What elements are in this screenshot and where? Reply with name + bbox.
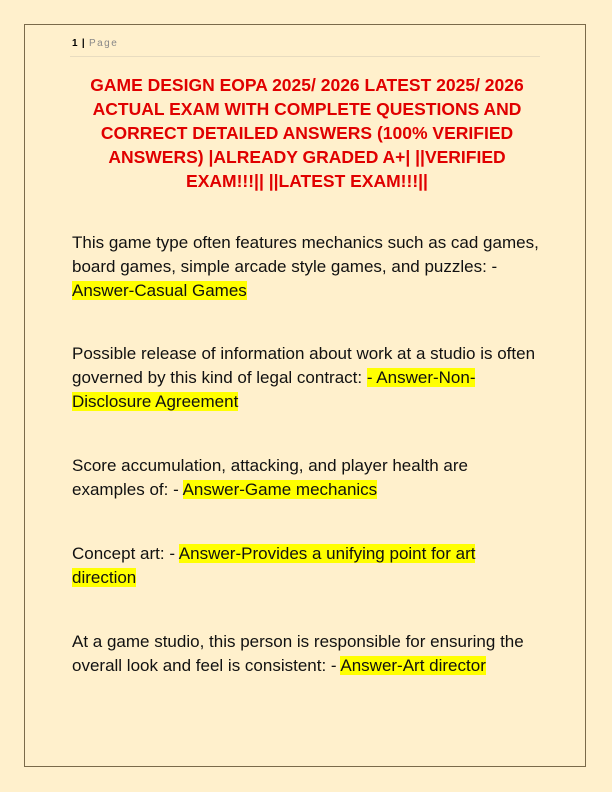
question-text: Score accumulation, attacking, and player health are examples of: - — [72, 456, 468, 499]
question-text: Concept art: - — [72, 544, 179, 563]
answer-highlight: Answer-Casual Games — [72, 281, 247, 300]
document-title: GAME DESIGN EOPA 2025/ 2026 LATEST 2025/ 2026 ACTUAL EXAM WITH COMPLETE QUESTIONS AND CORRECT DETAILED ANSWERS (100% VERIFIED ANSWERS) |ALREADY GRADED A+| ||VERIFIED EXAM!!!|| ||LATEST EXAM!!!|| — [90, 75, 524, 191]
question-4 — [72, 542, 542, 590]
question-1 — [72, 231, 542, 303]
question-text: At a game studio, this person is responsible for ensuring the overall look and feel is consistent: - — [72, 632, 524, 675]
question-5 — [72, 630, 542, 678]
question-text: This game type often features mechanics such as cad games, board games, simple arcade style games, and puzzles: - — [72, 233, 539, 276]
answer-highlight: Answer-Art director — [340, 656, 486, 675]
answer-highlight: Answer-Provides a unifying point for art direction — [72, 544, 476, 587]
page-number: 1 — [72, 38, 78, 49]
answer-highlight: Answer-Game mechanics — [182, 480, 378, 499]
header-divider — [70, 56, 540, 57]
question-3 — [72, 454, 542, 502]
page-label: Page — [88, 38, 119, 49]
answer-highlight: - Answer-Non-Disclosure Agreement — [72, 368, 476, 411]
page-header — [72, 38, 118, 49]
question-2 — [72, 342, 542, 414]
header-separator: | — [81, 38, 85, 49]
question-text: Possible release of information about work at a studio is often governed by this kind of legal contract: — [72, 344, 536, 387]
